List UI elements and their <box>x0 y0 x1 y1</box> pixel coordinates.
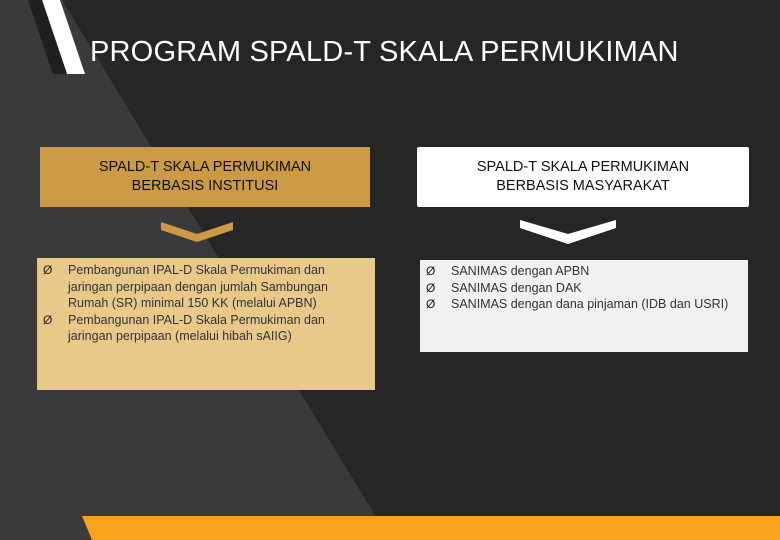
list-item-text: SANIMAS dengan APBN <box>451 264 590 278</box>
list-item <box>41 262 361 312</box>
list-item-text: SANIMAS dengan dana pinjaman (IDB dan USRI) <box>451 297 729 311</box>
list-item <box>424 280 734 297</box>
left-heading: SPALD-T SKALA PERMUKIMAN BERBASIS INSTITUSI <box>98 159 312 194</box>
arrowhead-bullet-icon: Ø <box>426 264 436 278</box>
left-heading-box <box>40 147 370 207</box>
chevron-down-icon <box>161 214 233 246</box>
chevron-down-icon <box>520 214 616 246</box>
arrowhead-bullet-icon: Ø <box>43 263 53 277</box>
list-item <box>424 263 734 280</box>
right-content-box <box>420 260 748 352</box>
arrowhead-bullet-icon: Ø <box>426 297 436 311</box>
list-item <box>41 312 361 345</box>
right-heading-box <box>417 147 749 207</box>
left-content-box <box>37 258 375 390</box>
page-title: PROGRAM SPALD-T SKALA PERMUKIMAN <box>90 36 679 68</box>
list-item-text: SANIMAS dengan DAK <box>451 280 582 295</box>
left-bullet-list <box>41 262 361 345</box>
arrowhead-bullet-icon: Ø <box>426 280 436 295</box>
list-item <box>424 296 734 313</box>
list-item-text: Pembangunan IPAL-D Skala Permukiman dan jaringan perpipaan dengan jumlah Sambungan Rumah (SR) minimal 150 KK (melalui APBN) <box>68 263 328 310</box>
right-bullet-list <box>424 263 734 313</box>
right-heading: SPALD-T SKALA PERMUKIMAN BERBASIS MASYARAKAT <box>476 159 690 194</box>
list-item-text: Pembangunan IPAL-D Skala Permukiman dan jaringan perpipaan (melalui hibah sAIIG) <box>68 312 325 343</box>
arrowhead-bullet-icon: Ø <box>43 312 53 327</box>
